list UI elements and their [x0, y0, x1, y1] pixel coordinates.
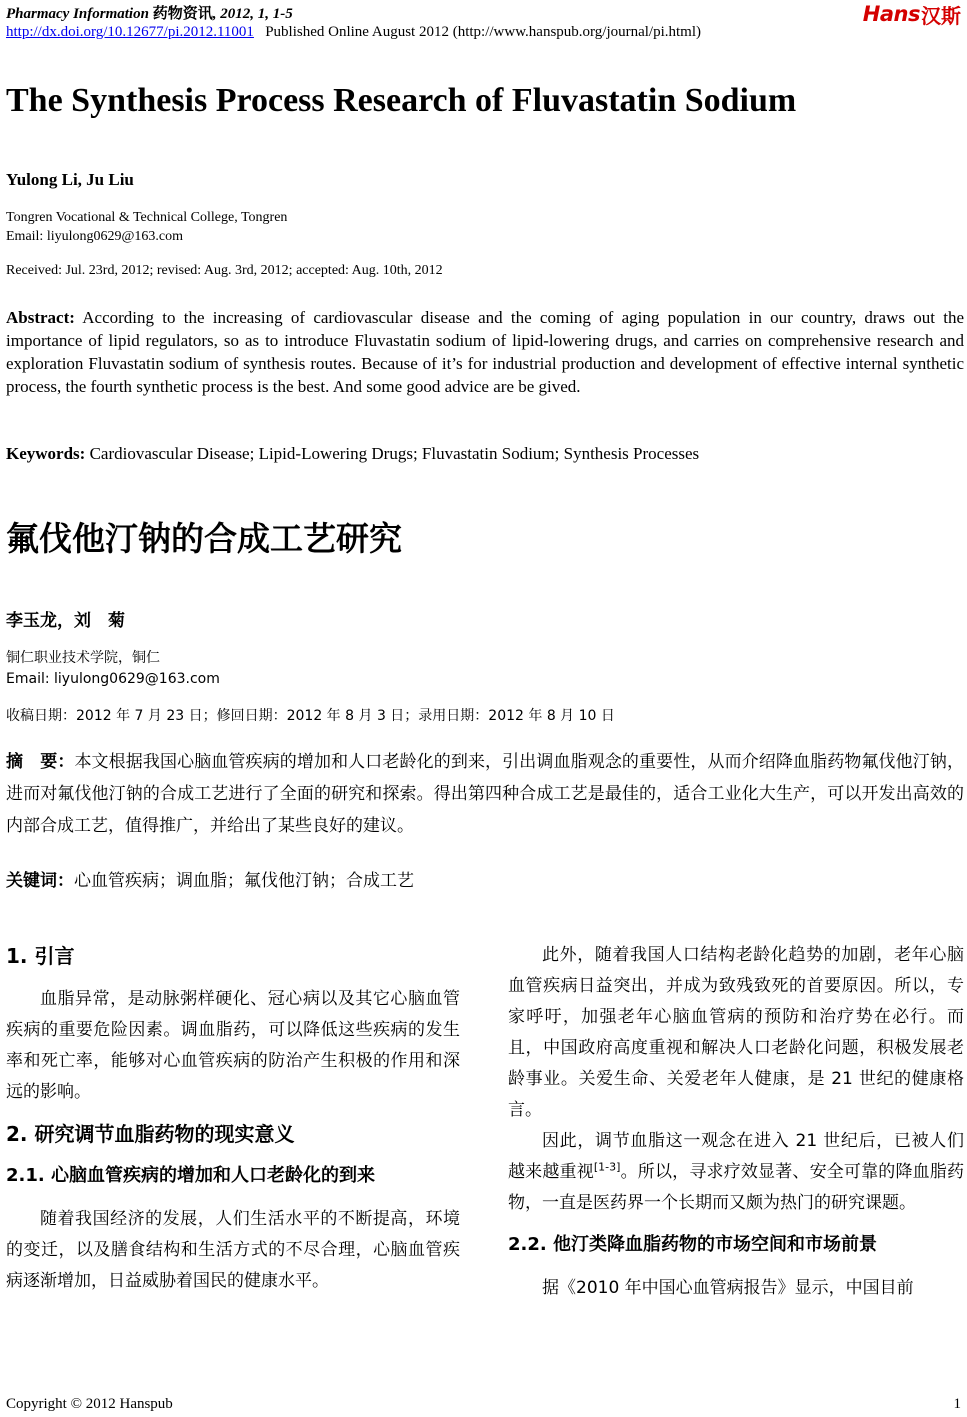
title-en: The Synthesis Process Research of Fluvastatin Sodium — [6, 82, 797, 119]
affiliation-cn — [6, 648, 220, 690]
page-number: 1 — [953, 1396, 961, 1412]
journal-volume: , 2012, 1, 1-5 — [212, 6, 293, 22]
dates-en: Received: Jul. 23rd, 2012; revised: Aug. 3rd, 2012; accepted: Aug. 10th, 2012 — [6, 263, 443, 278]
paragraph-intro: 血脂异常，是动脉粥样硬化、冠心病以及其它心脑血管疾病的重要危险因素。调血脂药，可以降低这些疾病的发生率和死亡率，能够对心血管疾病的防治产生积极的作用和深远的影响。 — [6, 989, 460, 1102]
authors-cn: 李玉龙，刘 菊 — [6, 611, 125, 631]
section-heading-1: 1. 引言 — [6, 944, 75, 968]
affiliation-cn-text: 铜仁职业技术学院，铜仁 — [6, 650, 160, 666]
paragraph-lipid-text-a: 因此，调节血脂这一观念在进入 21 世纪后，已被人们越来越重视 — [508, 1131, 964, 1182]
body-column-right — [508, 940, 964, 1304]
citation-ref: [1-3] — [593, 1160, 621, 1174]
keywords-cn-text: 心血管疾病；调血脂；氟伐他汀钠；合成工艺 — [74, 871, 414, 891]
journal-name: Pharmacy Information — [6, 6, 149, 22]
journal-header — [6, 2, 293, 23]
email-en: Email: liyulong0629@163.com — [6, 229, 183, 244]
body-column-left — [6, 940, 460, 1297]
affiliation-en-text: Tongren Vocational & Technical College, Tongren — [6, 210, 288, 225]
title-cn: 氟伐他汀钠的合成工艺研究 — [6, 519, 402, 558]
paragraph-lipid-text-b: 。所以，寻求疗效显著、安全可靠的降血脂药物，一直是医药界一个长期而又颇为热门的研究课题。 — [508, 1162, 965, 1213]
logo-text-en: Hans — [862, 2, 920, 26]
logo-text-cn: 汉斯 — [921, 3, 961, 28]
footer-copyright: Copyright © 2012 Hanspub — [6, 1396, 173, 1412]
doi-line — [6, 24, 701, 41]
abstract-cn-label: 摘 要： — [6, 752, 75, 772]
paragraph-lipid-regulation — [508, 1126, 964, 1219]
abstract-cn — [6, 746, 964, 842]
dates-cn: 收稿日期：2012 年 7 月 23 日；修回日期：2012 年 8 月 3 日；录用日期：2012 年 8 月 10 日 — [6, 708, 615, 724]
paragraph-2-1: 随着我国经济的发展，人们生活水平的不断提高，环境的变迁，以及膳食结构和生活方式的不尽合理，心脑血管疾病逐渐增加，日益威胁着国民的健康水平。 — [6, 1209, 460, 1291]
paragraph-2-2: 据《2010 年中国心血管病报告》显示，中国目前 — [542, 1278, 914, 1298]
journal-name-cn: 药物资讯 — [152, 6, 213, 22]
email-cn: Email: liyulong0629@163.com — [6, 671, 220, 687]
keywords-en-text: Cardiovascular Disease; Lipid-Lowering Drugs; Fluvastatin Sodium; Synthesis Processes — [89, 444, 700, 463]
keywords-en-label: Keywords: — [6, 444, 86, 463]
doi-link[interactable]: http://dx.doi.org/10.12677/pi.2012.11001 — [6, 24, 254, 40]
abstract-en — [6, 306, 964, 398]
section-heading-2-2: 2.2. 他汀类降血脂药物的市场空间和市场前景 — [508, 1234, 877, 1255]
abstract-cn-text: 本文根据我国心脑血管疾病的增加和人口老龄化的到来，引出调血脂观念的重要性，从而介绍降血脂药物氟伐他汀钠，进而对氟伐他汀钠的合成工艺进行了全面的研究和探索。得出第四种合成工艺是最佳的，适合工业化大生产，可以开发出高效的内部合成工艺，值得推广，并给出了某些良好的建议。 — [6, 752, 964, 836]
keywords-en — [6, 442, 964, 465]
published-online: Published Online August 2012 (http://www.hanspub.org/journal/pi.html) — [265, 24, 702, 40]
section-heading-2-1: 2.1. 心脑血管疾病的增加和人口老龄化的到来 — [6, 1165, 375, 1186]
hans-logo — [863, 2, 961, 26]
affiliation-en — [6, 208, 287, 246]
authors-en: Yulong Li, Ju Liu — [6, 170, 134, 189]
section-heading-2: 2. 研究调节血脂药物的现实意义 — [6, 1122, 295, 1146]
keywords-cn-label: 关键词： — [6, 871, 74, 891]
paragraph-aging: 此外，随着我国人口结构老龄化趋势的加剧，老年心脑血管疾病日益突出，并成为致残致死的首要原因。所以，专家呼吁，加强老年心脑血管病的预防和治疗势在必行。而且，中国政府高度重视和解决人口老龄化问题，积极发展老龄事业。关爱生命、关爱老年人健康，是 21 世纪的健康格言。 — [508, 945, 964, 1120]
abstract-en-label: Abstract: — [6, 308, 75, 327]
abstract-en-text: According to the increasing of cardiovascular disease and the coming of aging population in our country, draws out the importance of lipid regulators, so as to introduce Fluvastatin sodium of lipid-lowering drugs, and carries on comprehensive research and exploration Fluvastatin sodium of synthesis routes. Because of it’s for industrial production and development of effective internal synthetic process, the fourth synthetic process is the best. And some good advice are be gived. — [6, 308, 964, 396]
keywords-cn — [6, 866, 414, 891]
